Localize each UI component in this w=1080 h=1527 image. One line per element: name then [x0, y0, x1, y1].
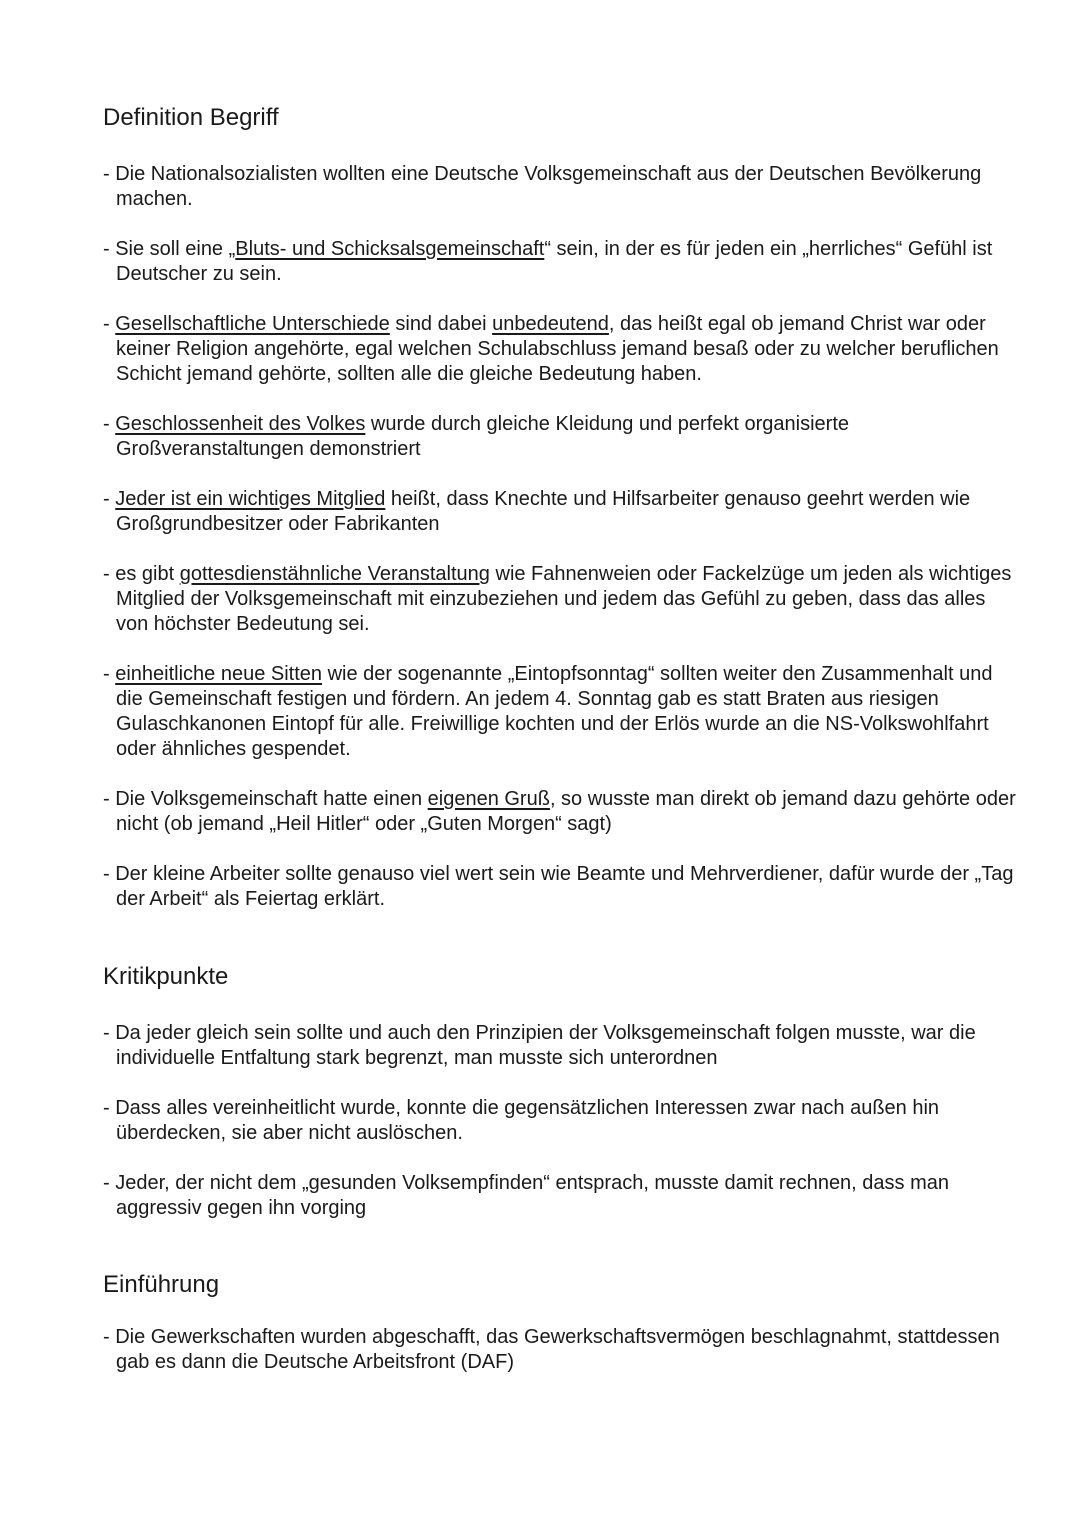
- underlined-term: gottesdienstähnliche Veranstaltung: [179, 563, 490, 585]
- text-segment: - Sie soll eine „: [103, 238, 236, 260]
- text-segment: , so wusste man direkt ob jemand dazu gehörte oder nicht (ob jemand „Heil Hitler“ oder „Guten Morgen“ sagt): [116, 788, 1016, 835]
- bullet-item: [103, 312, 1016, 387]
- text-segment: , das heißt egal ob jemand Christ war oder keiner Religion angehörte, egal welchen Schulabschluss jemand besaß oder zu welcher beruflichen Schicht jemand gehörte, sollten alle die gleiche Bedeutung haben.: [116, 313, 999, 385]
- underlined-term: eigenen Gruß: [427, 788, 550, 810]
- bullet-item: [103, 787, 1016, 837]
- bullet-item: [103, 487, 1016, 537]
- underlined-term: Jeder ist ein wichtiges Mitglied: [115, 488, 386, 510]
- text-segment: wie der sogenannte „Eintopfsonntag“ sollten weiter den Zusammenhalt und die Gemeinschaft festigen und fördern. An jedem 4. Sonntag gab es statt Braten aus riesigen Gulaschkanonen Eintopf für alle. Freiwillige kochten und der Erlös wurde an die NS-Volkswohlfahrt oder ähnliches gespendet.: [116, 663, 993, 760]
- underlined-term: Gesellschaftliche Unterschiede: [115, 313, 390, 335]
- text-segment: - Der kleine Arbeiter sollte genauso viel wert sein wie Beamte und Mehrverdiener, dafür wurde der „Tag der Arbeit“ als Feiertag erklärt.: [103, 863, 1014, 910]
- text-segment: -: [103, 413, 116, 435]
- bullet-item: [103, 162, 1016, 212]
- text-segment: -: [103, 313, 116, 335]
- text-segment: - Da jeder gleich sein sollte und auch den Prinzipien der Volksgemeinschaft folgen musste, war die individuelle Entfaltung stark begrenzt, man musste sich unterordnen: [103, 1022, 976, 1069]
- text-segment: - es gibt: [103, 563, 180, 585]
- bullet-item: [103, 1096, 1016, 1146]
- text-segment: - Die Gewerkschaften wurden abgeschafft, das Gewerkschaftsvermögen beschlagnahmt, stattdessen gab es dann die Deutsche Arbeitsfront (DAF): [103, 1326, 1000, 1373]
- bullet-item: [103, 1021, 1016, 1071]
- bullet-item: [103, 237, 1016, 287]
- section-heading-einfuehrung: Einführung: [103, 1271, 220, 1298]
- text-segment: wurde durch gleiche Kleidung und perfekt organisierte Großveranstaltungen demonstriert: [116, 413, 850, 460]
- underlined-term: Bluts- und Schicksalsgemeinschaft: [235, 238, 545, 260]
- text-segment: wie Fahnenweien oder Fackelzüge um jeden als wichtiges Mitglied der Volksgemeinschaft mit einzubeziehen und jedem das Gefühl zu geben, dass das alles von höchster Bedeutung sei.: [116, 563, 1012, 635]
- bullet-item: [103, 1171, 1016, 1221]
- underlined-term: Geschlossenheit des Volkes: [115, 413, 366, 435]
- text-segment: - Dass alles vereinheitlicht wurde, konnte die gegensätzlichen Interessen zwar nach außen hin überdecken, sie aber nicht auslöschen.: [103, 1097, 940, 1144]
- text-segment: “ sein, in der es für jeden ein „herrliches“ Gefühl ist Deutscher zu sein.: [116, 238, 993, 285]
- bullet-item: [103, 1325, 1016, 1375]
- underlined-term: unbedeutend: [492, 313, 609, 335]
- text-segment: - Die Nationalsozialisten wollten eine Deutsche Volksgemeinschaft aus der Deutschen Bevölkerung machen.: [103, 163, 982, 210]
- underlined-term: einheitliche neue Sitten: [115, 663, 323, 685]
- text-segment: sind dabei: [389, 313, 493, 335]
- bullet-item: [103, 562, 1016, 637]
- text-segment: heißt, dass Knechte und Hilfsarbeiter genauso geehrt werden wie Großgrundbesitzer oder Fabrikanten: [116, 488, 971, 535]
- bullet-item: [103, 412, 1016, 462]
- text-segment: - Jeder, der nicht dem „gesunden Volksempfinden“ entsprach, musste damit rechnen, dass man aggressiv gegen ihn vorging: [103, 1172, 950, 1219]
- text-segment: - Die Volksgemeinschaft hatte einen: [103, 788, 428, 810]
- section-heading-definition: Definition Begriff: [103, 104, 279, 131]
- section-heading-kritikpunkte: Kritikpunkte: [103, 963, 229, 990]
- bullet-item: [103, 862, 1016, 912]
- text-segment: -: [103, 663, 116, 685]
- text-segment: -: [103, 488, 116, 510]
- bullet-item: [103, 662, 1016, 762]
